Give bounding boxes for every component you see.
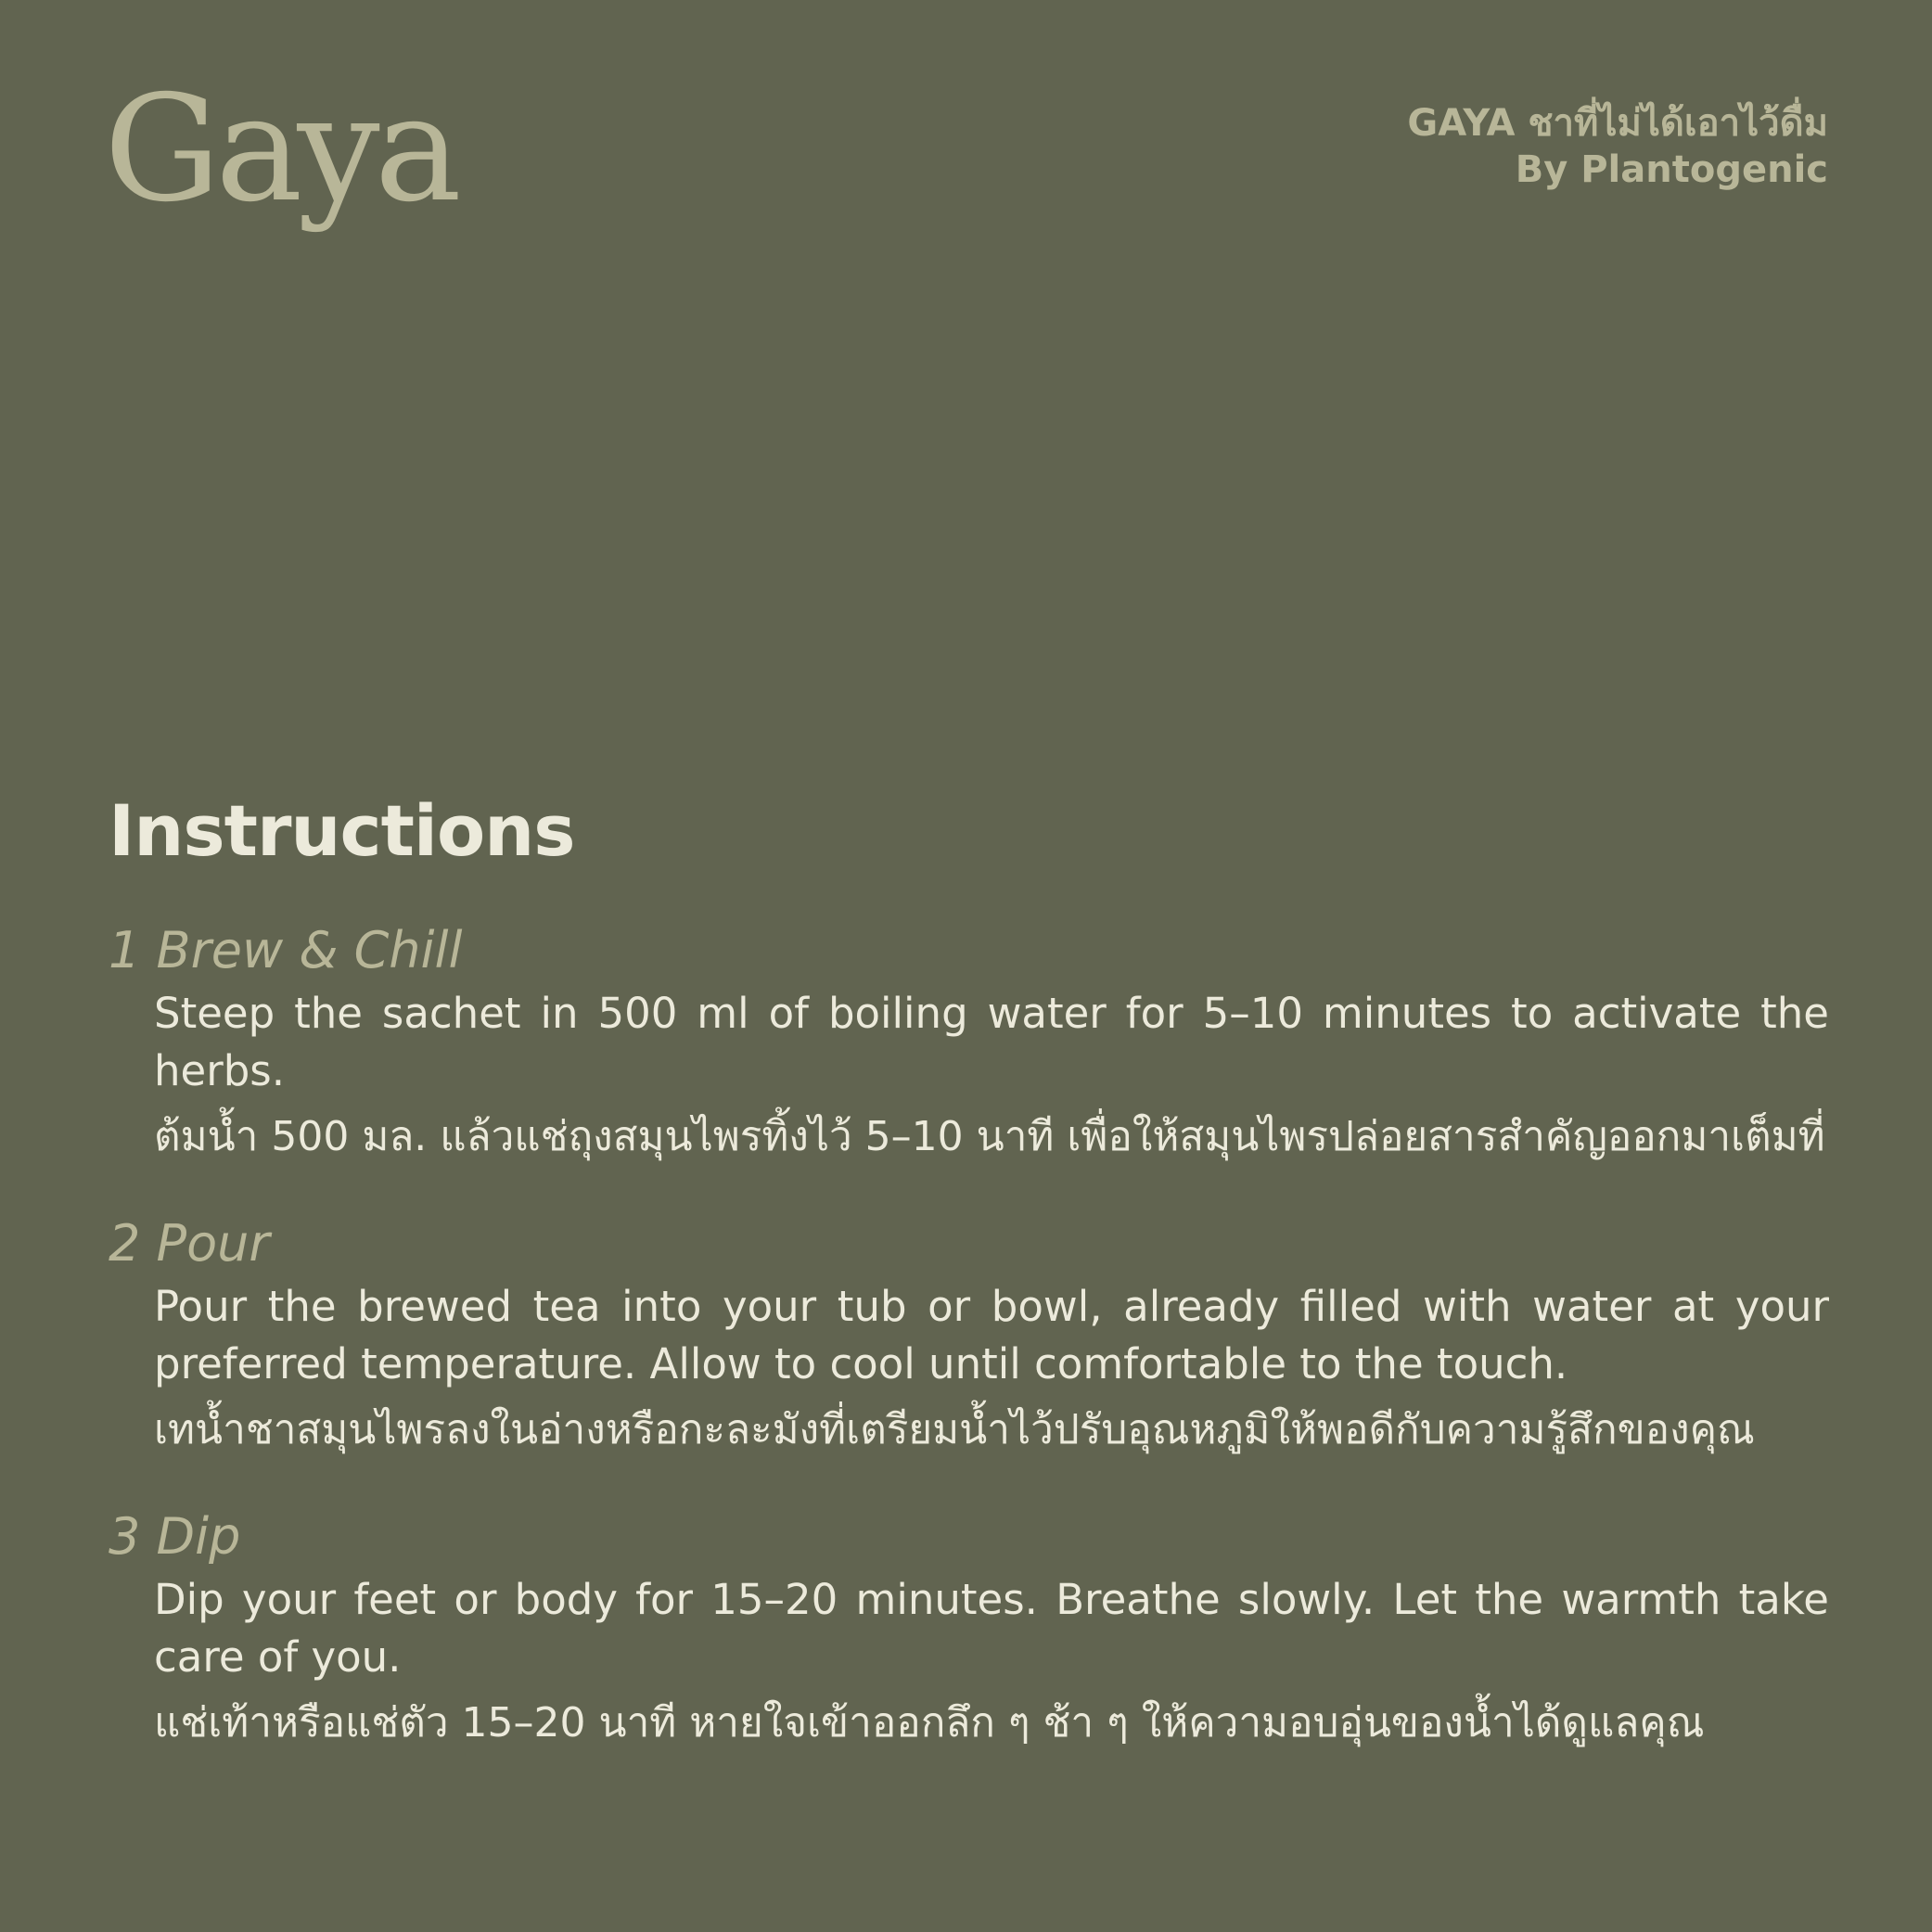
step-body (109, 1278, 1829, 1458)
tagline-line-2: By Plantogenic (1515, 148, 1828, 191)
step-brew-chill (109, 920, 1829, 1165)
step-body (109, 985, 1829, 1165)
step-heading: 1 Brew & Chill (109, 921, 463, 979)
step-dip (109, 1506, 1829, 1751)
brand-logo: Gaya (104, 64, 456, 235)
step-text-thai: แช่เท้าหรือแช่ตัว 15–20 นาที หายใจเข้าออกลึก ๆ ช้า ๆ ให้ความอบอุ่นของน้ำได้ดูแลคุณ (154, 1699, 1705, 1746)
step-text-english: Pour the brewed tea into your tub or bowl, already filled with water at your preferred temperature. Allow to cool until comfortable to the touch. (154, 1282, 1829, 1388)
instructions-title: Instructions (109, 789, 575, 872)
tagline-line-1: GAYA ชาที่ไม่ได้เอาไว้ดื่ม (1407, 102, 1828, 145)
step-text-thai: ต้มน้ำ 500 มล. แล้วแช่ถุงสมุนไพรทิ้งไว้ 5–10 นาที เพื่อให้สมุนไพรปล่อยสารสำคัญออกมาเต็มที่ (154, 1113, 1825, 1160)
step-heading: 2 Pour (109, 1214, 270, 1273)
step-heading: 3 Dip (109, 1507, 241, 1566)
step-text-thai: เทน้ำชาสมุนไพรลงในอ่างหรือกะละมังที่เตรียมน้ำไว้ปรับอุณหภูมิให้พอดีกับความรู้สึกของคุณ (154, 1406, 1755, 1453)
step-pour (109, 1213, 1829, 1458)
step-text-english: Steep the sachet in 500 ml of boiling water for 5–10 minutes to activate the herbs. (154, 989, 1829, 1095)
brand-tagline (1407, 100, 1828, 193)
step-body (109, 1571, 1829, 1751)
instructions-section (109, 787, 1829, 1751)
step-text-english: Dip your feet or body for 15–20 minutes. Breathe slowly. Let the warmth take care of you. (154, 1575, 1829, 1682)
